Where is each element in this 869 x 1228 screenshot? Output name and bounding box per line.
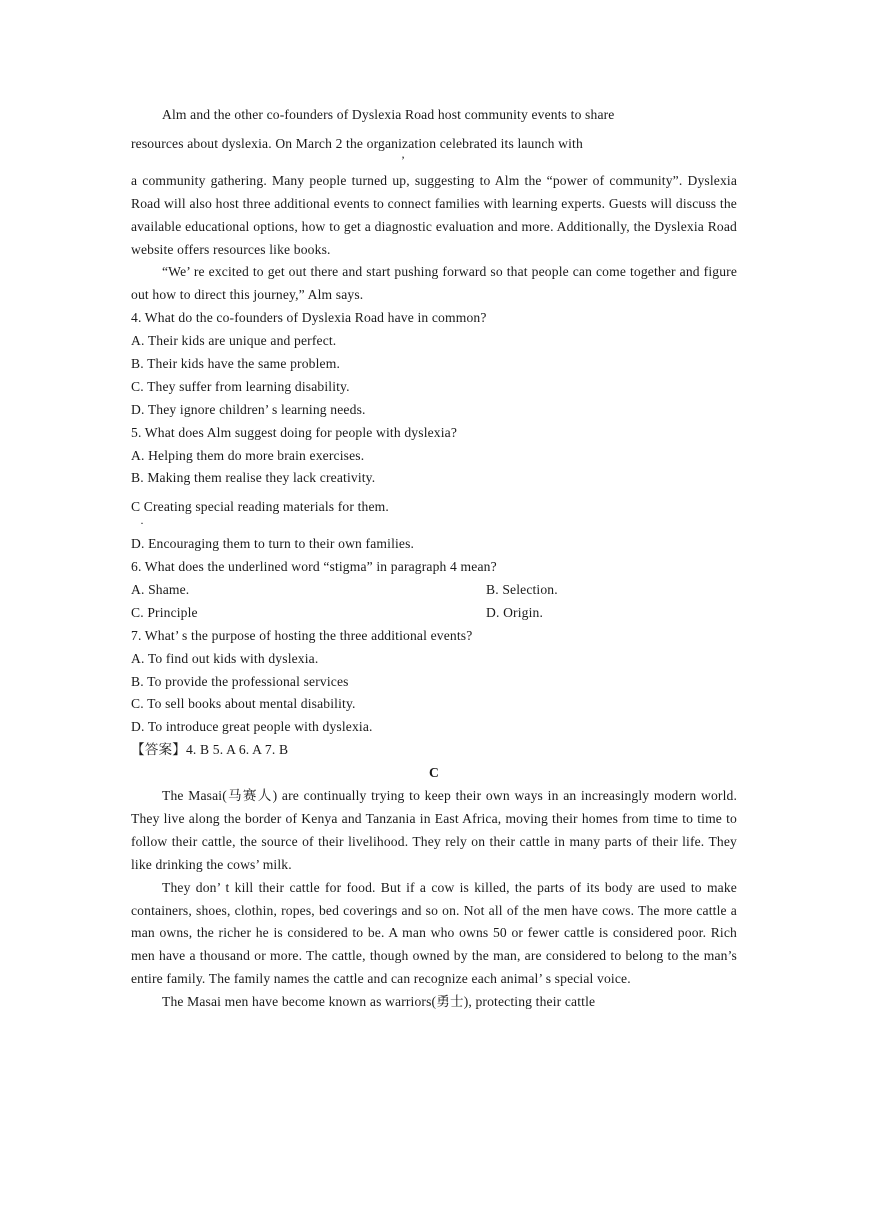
question-5-option-d: D. Encouraging them to turn to their own families. xyxy=(131,536,415,552)
passage-b-paragraph-2: “We’ re excited to get out there and start pushing forward so that people can come together and figure out how to direct this journey,” Alm says. xyxy=(131,264,737,303)
question-5-option-a: A. Helping them do more brain exercises. xyxy=(131,447,365,463)
question-5-stem: 5. What does Alm suggest doing for people with dyslexia? xyxy=(131,424,458,440)
question-6-row-2 xyxy=(131,602,737,625)
passage-c-paragraph-1: The Masai(马赛人) are continually trying to keep their own ways in an increasingly modern world. They live along the border of Kenya and Tanzania in East Africa, moving their homes from time to time to follow their cattle, the source of their livelihood. They rely on their cattle in many parts of their life. They like drinking the cows’ milk. xyxy=(131,788,737,872)
question-6-option-c: C. Principle xyxy=(131,604,198,620)
question-7-option-d: D. To introduce great people with dyslexia. xyxy=(131,719,373,735)
stray-comma-mark: ’ xyxy=(401,152,405,167)
passage-c-paragraph-2: They don’ t kill their cattle for food. But if a cow is killed, the parts of its body are used to make containers, shoes, clothin, ropes, bed coverings and so on. Not all of the men have cows. The more cattle a man owns, the richer he is considered to be. A man who owns 50 or fewer cattle is considered poor. Rich men have a thousand or more. The cattle, though owned by the man, are considered to belong to the man’s entire family. The family names the cattle and can recognize each animal’ s special voice. xyxy=(131,879,737,987)
stray-dot-mark: · xyxy=(140,516,144,531)
section-c-heading: C xyxy=(429,765,439,781)
passage-c-paragraph-3: The Masai men have become known as warriors(勇士), protecting their cattle xyxy=(162,994,596,1010)
question-7-option-b: B. To provide the professional services xyxy=(131,673,349,689)
document-page xyxy=(131,104,737,1014)
passage-b-line-2: resources about dyslexia. On March 2 the organization celebrated its launch with xyxy=(131,135,583,151)
question-4-option-d: D. They ignore children’ s learning needs. xyxy=(131,401,366,417)
question-5-option-b: B. Making them realise they lack creativity. xyxy=(131,470,376,486)
question-6-option-d: D. Origin. xyxy=(486,604,544,620)
question-6-row-1 xyxy=(131,579,737,602)
question-4-option-c: C. They suffer from learning disability. xyxy=(131,378,350,394)
question-6-option-b: B. Selection. xyxy=(486,582,558,598)
passage-b-paragraph-1-rest: a community gathering. Many people turned up, suggesting to Alm the “power of community”. Dyslexia Road will also host three additional events to connect families with learning experts. Guests will discuss the available educational options, how to get a diagnostic evaluation and more. Additionally, the Dyslexia Road website offers resources like books. xyxy=(131,172,737,257)
question-6-stem: 6. What does the underlined word “stigma” in paragraph 4 mean? xyxy=(131,559,497,575)
question-4-stem: 4. What do the co-founders of Dyslexia Road have in common? xyxy=(131,310,487,326)
question-7-stem: 7. What’ s the purpose of hosting the three additional events? xyxy=(131,627,473,643)
question-7-option-c: C. To sell books about mental disability. xyxy=(131,696,356,712)
question-6-option-a: A. Shame. xyxy=(131,582,190,598)
question-5-option-c: C Creating special reading materials for them. xyxy=(131,499,389,515)
passage-b-line-1: Alm and the other co-founders of Dyslexia Road host community events to share xyxy=(162,107,615,122)
answer-key: 【答案】4. B 5. A 6. A 7. B xyxy=(131,742,289,758)
question-4-option-b: B. Their kids have the same problem. xyxy=(131,356,341,371)
question-7-option-a: A. To find out kids with dyslexia. xyxy=(131,650,319,666)
question-4-option-a: A. Their kids are unique and perfect. xyxy=(131,333,337,349)
